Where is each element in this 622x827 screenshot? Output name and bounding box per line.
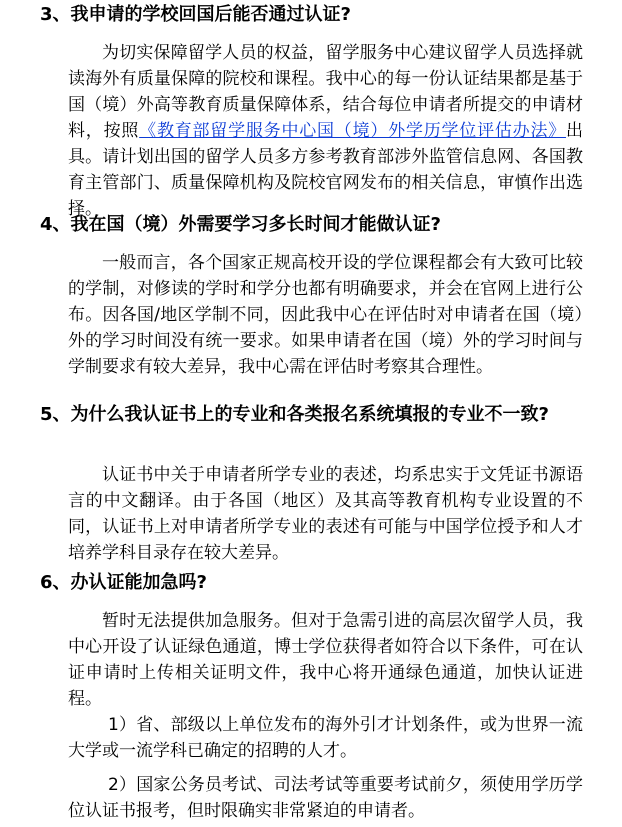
section-3-text-before: 为切实保障留学人员的权益，留学服务中心建议留学人员选择就读海外有质量保障的院校和课程。我中心的每一份认证结果都是基于国（境）外高等教育质量保障体系，结合每位申请者所提交的申请材料，按照 [68,43,583,141]
section-5-paragraph: 认证书中关于申请者所学专业的表述，均系忠实于文凭证书源语言的中文翻译。由于各国（地区）及其高等教育机构专业设置的不同，认证书上对申请者所学专业的表述有可能与中国学位授予和人才培养学科目录存在较大差异。 [68,465,583,563]
section-3-text-after: 出具。请计划出国的留学人员多方参考教育部涉外监管信息网、各国教育主管部门、质量保障机构及院校官网发布的相关信息，审慎作出选择。 [68,121,584,219]
section-6-paragraph-1: 暂时无法提供加急服务。但对于急需引进的高层次留学人员，我中心开设了认证绿色通道，博士学位获得者如符合以下条件，可在认证申请时上传相关证明文件，我中心将开通绿色通道，加快认证进程。 [68,611,583,709]
section-3-paragraph [68,40,583,222]
section-6-condition-2: 2）国家公务员考试、司法考试等重要考试前夕，须使用学历学位认证书报考，但时限确实非常紧迫的申请者。 [68,775,583,821]
section-4-heading: 4、我在国（境）外需要学习多长时间才能做认证? [40,214,441,235]
evaluation-method-link[interactable]: 《教育部留学服务中心国（境）外学历学位评估办法》 [139,121,567,141]
section-4-paragraph: 一般而言，各个国家正规高校开设的学位课程都会有大致可比较的学制，对修读的学时和学分也都有明确要求，并会在官网上进行公布。因各国/地区学制不同，因此我中心在评估时对申请者在国（境）外的学习时间没有统一要求。如果申请者在国（境）外的学习时间与学制要求有较大差异，我中心需在评估时考察其合理性。 [68,253,583,377]
section-5-heading: 5、为什么我认证书上的专业和各类报名系统填报的专业不一致? [40,404,549,425]
section-6-condition-1: 1）省、部级以上单位发布的海外引才计划条件，或为世界一流大学或一流学科已确定的招聘的人才。 [68,715,583,761]
section-6-heading: 6、办认证能加急吗? [40,572,207,593]
section-3-heading: 3、我申请的学校回国后能否通过认证? [40,4,351,25]
